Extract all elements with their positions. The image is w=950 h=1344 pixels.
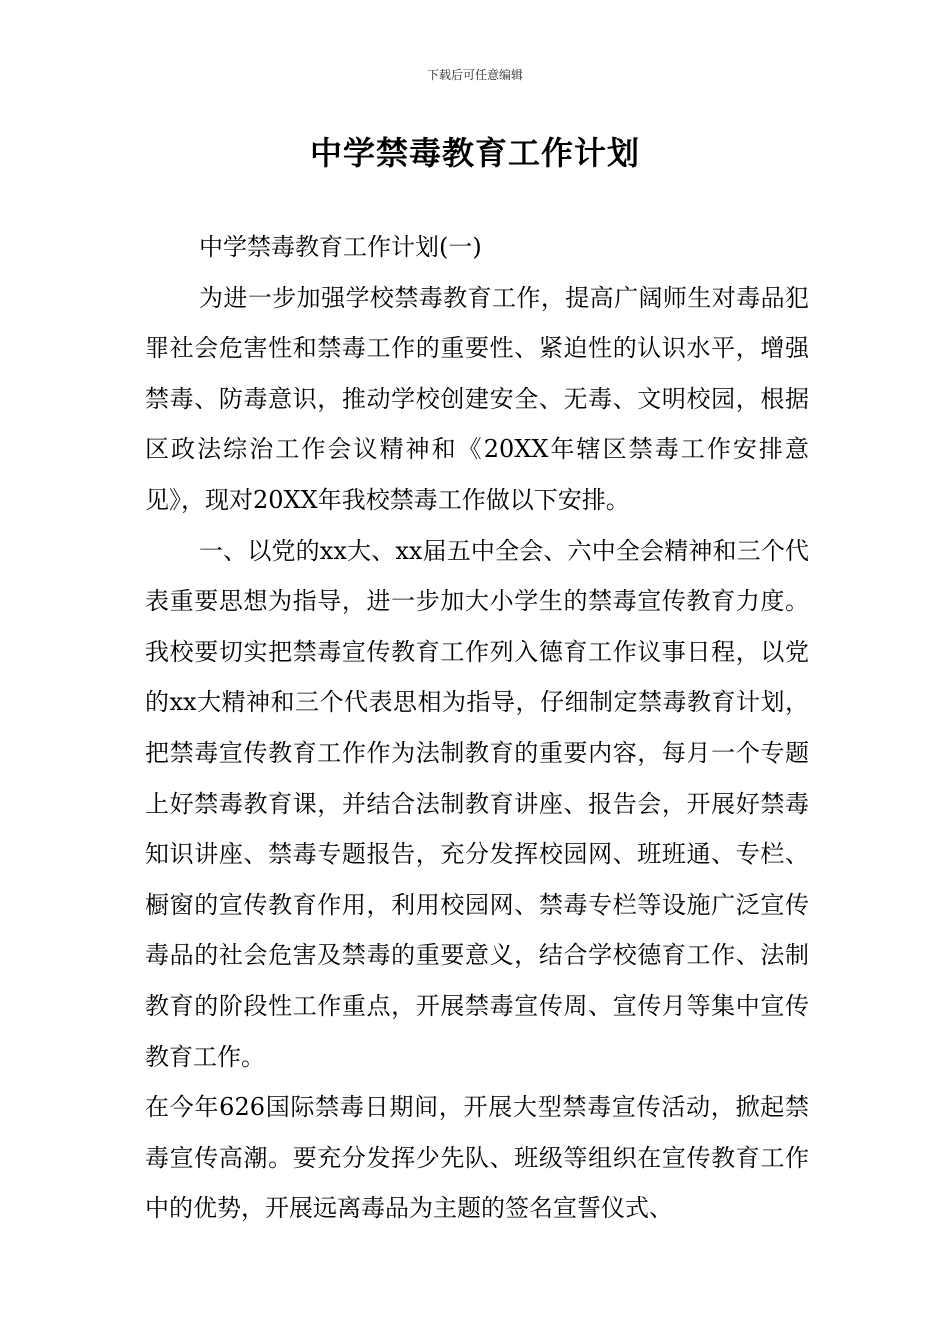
download-note: 下载后可任意编辑 xyxy=(426,68,523,82)
paragraph-intro: 为进一步加强学校禁毒教育工作，提高广阔师生对毒品犯罪社会危害性和禁毒工作的重要性、紧迫性的认识水平，增强禁毒、防毒意识，推动学校创建安全、无毒、文明校园，根据区政法综治工作会议精神和《20XX年辖区禁毒工作安排意见》，现对20XX年我校禁毒工作做以下安排。 xyxy=(145,283,809,514)
paragraph-point-one: 一、以党的xx大、xx届五中全会、六中全会精神和三个代表重要思想为指导，进一步加大小学生的禁毒宣传教育力度。我校要切实把禁毒宣传教育工作列入德育工作议事日程，以党的xx大精神和三个代表思相为指导，仔细制定禁毒教育计划，把禁毒宣传教育工作作为法制教育的重要内容，每月一个专题上好禁毒教育课，并结合法制教育讲座、报告会，开展好禁毒知识讲座、禁毒专题报告，充分发挥校园网、班班通、专栏、橱窗的宣传教育作用，利用校园网、禁毒专栏等设施广泛宣传毒品的社会危害及禁毒的重要意义，结合学校德育工作、法制教育的阶段性工作重点，开展禁毒宣传周、宣传月等集中宣传教育工作。 xyxy=(145,536,809,1071)
section-subtitle: 中学禁毒教育工作计划(一) xyxy=(199,233,482,261)
document-body xyxy=(145,222,809,1234)
paragraph-antidrug-day: 在今年626国际禁毒日期间，开展大型禁毒宣传活动，掀起禁毒宣传高潮。要充分发挥少先队、班级等组织在宣传教育工作中的优势，开展远离毒品为主题的签名宣誓仪式、 xyxy=(145,1093,809,1223)
document-title: 中学禁毒教育工作计划 xyxy=(309,134,640,172)
